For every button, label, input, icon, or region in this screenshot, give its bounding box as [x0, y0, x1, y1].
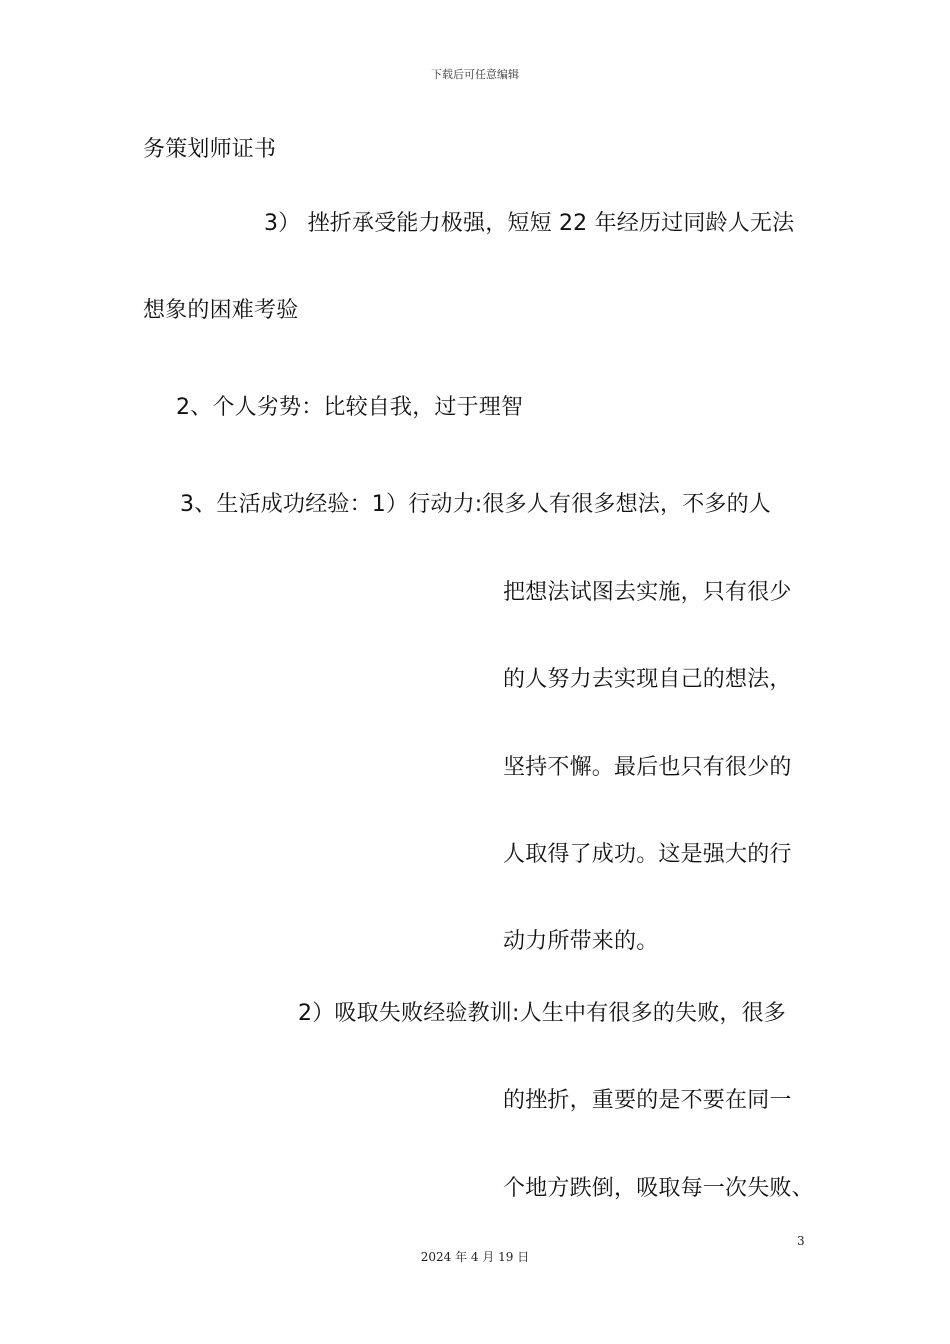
page-number: 3: [797, 1234, 805, 1248]
body-line-6: 把想法试图去实施，只有很少: [503, 580, 792, 605]
footer-date: 2024 年 4 月 19 日: [420, 1250, 530, 1264]
body-line-9: 人取得了成功。这是强大的行: [503, 842, 792, 867]
body-line-7: 的人努力去实现自己的想法，: [503, 667, 792, 692]
body-line-1: 务策划师证书: [143, 137, 277, 162]
body-line-2: 3） 挫折承受能力极强，短短 22 年经历过同龄人无法: [264, 211, 795, 236]
body-line-3: 想象的困难考验: [143, 298, 299, 323]
body-line-11: 2）吸取失败经验教训:人生中有很多的失败，很多: [298, 1001, 787, 1026]
body-line-5: 3、生活成功经验：1）行动力:很多人有很多想法，不多的人: [180, 492, 772, 517]
body-line-10: 动力所带来的。: [503, 929, 659, 954]
page-header: 下载后可任意编辑: [431, 68, 519, 81]
body-line-13: 个地方跌倒，吸取每一次失败、: [503, 1176, 814, 1201]
body-line-4: 2、个人劣势：比较自我，过于理智: [176, 395, 524, 420]
body-line-12: 的挫折，重要的是不要在同一: [503, 1088, 792, 1113]
body-line-8: 坚持不懈。最后也只有很少的: [503, 755, 792, 780]
